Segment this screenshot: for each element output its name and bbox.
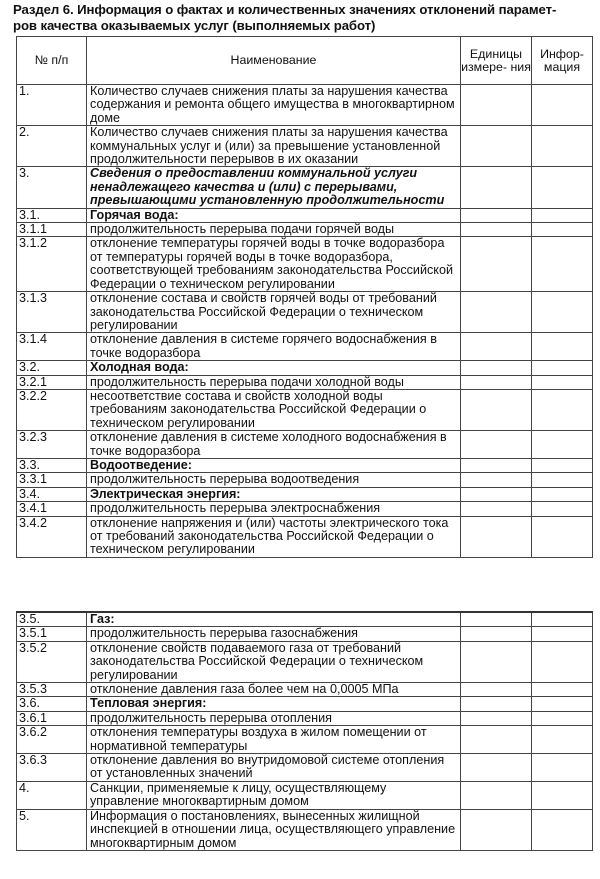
info-cell[interactable] (532, 473, 593, 487)
row-number: 3. (17, 167, 87, 208)
row-number: 3.2. (17, 361, 87, 375)
info-cell[interactable] (532, 333, 593, 361)
units-cell[interactable] (461, 375, 532, 389)
row-number: 3.6. (17, 697, 87, 711)
table-row (17, 641, 593, 682)
row-number: 3.1.4 (17, 333, 87, 361)
info-cell[interactable] (532, 641, 593, 682)
table-row (17, 389, 593, 430)
row-name: Водоотведение: (87, 458, 461, 472)
table-row (17, 781, 593, 809)
table-row (17, 223, 593, 237)
row-number: 3.5. (17, 612, 87, 627)
units-cell[interactable] (461, 208, 532, 222)
table-row (17, 502, 593, 516)
header-units: Единицы измере- ния (461, 37, 532, 85)
row-number: 3.5.2 (17, 641, 87, 682)
table-row (17, 697, 593, 711)
table-row (17, 167, 593, 208)
row-name: продолжительность перерыва электроснабжения (87, 502, 461, 516)
info-cell[interactable] (532, 516, 593, 557)
units-cell[interactable] (461, 641, 532, 682)
info-cell[interactable] (532, 711, 593, 725)
row-number: 3.4.1 (17, 502, 87, 516)
row-name: продолжительность перерыва газоснабжения (87, 627, 461, 641)
row-name: Сведения о предоставлении коммунальной услуги ненадлежащего качества и (или) с перерывами, превышающими установленную продолжительности (87, 167, 461, 208)
units-cell[interactable] (461, 223, 532, 237)
info-cell[interactable] (532, 223, 593, 237)
table-row (17, 627, 593, 641)
table-row (17, 754, 593, 782)
row-number: 3.1.2 (17, 237, 87, 292)
units-cell[interactable] (461, 683, 532, 697)
info-cell[interactable] (532, 85, 593, 126)
table-body-2 (17, 612, 593, 850)
units-cell[interactable] (461, 726, 532, 754)
units-cell[interactable] (461, 292, 532, 333)
table-row (17, 683, 593, 697)
units-cell[interactable] (461, 612, 532, 627)
row-name: несоответствие состава и свойств холодной воды требованиям законодательства Российской Федерации о техническом регулировании (87, 389, 461, 430)
units-cell[interactable] (461, 781, 532, 809)
row-name: отклонение давления во внутридомовой системе отопления от установленных значений (87, 754, 461, 782)
deviations-table-part-1 (16, 36, 593, 558)
row-name: Электрическая энергия: (87, 487, 461, 501)
header-name: Наименование (87, 37, 461, 85)
row-name: отклонение состава и свойств горячей воды от требований законодательства Российской Федерации о техническом регулировании (87, 292, 461, 333)
units-cell[interactable] (461, 167, 532, 208)
table-row (17, 333, 593, 361)
section-title (13, 2, 593, 33)
table-row (17, 375, 593, 389)
row-number: 3.6.1 (17, 711, 87, 725)
table-row (17, 487, 593, 501)
section-title-line-1: Раздел 6. Информация о фактах и количественных значениях отклонений парамет- (13, 2, 557, 17)
info-cell[interactable] (532, 781, 593, 809)
info-cell[interactable] (532, 683, 593, 697)
info-cell[interactable] (532, 487, 593, 501)
units-cell[interactable] (461, 711, 532, 725)
row-name: отклонения температуры воздуха в жилом помещении от нормативной температуры (87, 726, 461, 754)
row-name: Количество случаев снижения платы за нарушения качества содержания и ремонта общего имущества в многоквартирном доме (87, 85, 461, 126)
units-cell[interactable] (461, 126, 532, 167)
row-name: Информация о постановлениях, вынесенных жилищной инспекцией в отношении лица, осуществляющего управление многоквартирным домом (87, 809, 461, 850)
units-cell[interactable] (461, 754, 532, 782)
table-row (17, 208, 593, 222)
info-cell[interactable] (532, 612, 593, 627)
table-row (17, 431, 593, 459)
info-cell[interactable] (532, 208, 593, 222)
row-number: 3.1.3 (17, 292, 87, 333)
row-number: 3.4. (17, 487, 87, 501)
units-cell[interactable] (461, 473, 532, 487)
table-body-1 (17, 85, 593, 558)
info-cell[interactable] (532, 237, 593, 292)
row-number: 3.6.2 (17, 726, 87, 754)
section-title-line-2: ров качества оказываемых услуг (выполняемых работ) (13, 17, 376, 33)
info-cell[interactable] (532, 754, 593, 782)
row-name: продолжительность перерыва подачи холодной воды (87, 375, 461, 389)
table-row (17, 361, 593, 375)
info-cell[interactable] (532, 627, 593, 641)
units-cell[interactable] (461, 333, 532, 361)
units-cell[interactable] (461, 502, 532, 516)
row-name: Санкции, применяемые к лицу, осуществляющему управление многоквартирным домом (87, 781, 461, 809)
info-cell[interactable] (532, 458, 593, 472)
units-cell[interactable] (461, 431, 532, 459)
info-cell[interactable] (532, 502, 593, 516)
info-cell[interactable] (532, 361, 593, 375)
row-number: 3.4.2 (17, 516, 87, 557)
row-number: 3.5.3 (17, 683, 87, 697)
row-name: отклонение свойств подаваемого газа от требований законодательства Российской Федерации о техническом регулировании (87, 641, 461, 682)
table-row (17, 809, 593, 850)
info-cell[interactable] (532, 126, 593, 167)
units-cell[interactable] (461, 809, 532, 850)
units-cell[interactable] (461, 389, 532, 430)
row-name: отклонение давления газа более чем на 0,0005 МПа (87, 683, 461, 697)
table-row (17, 473, 593, 487)
info-cell[interactable] (532, 697, 593, 711)
units-cell[interactable] (461, 85, 532, 126)
row-number: 1. (17, 85, 87, 126)
table-row (17, 292, 593, 333)
info-cell[interactable] (532, 431, 593, 459)
table-row (17, 458, 593, 472)
row-name: Холодная вода: (87, 361, 461, 375)
units-cell[interactable] (461, 627, 532, 641)
row-number: 2. (17, 126, 87, 167)
row-number: 4. (17, 781, 87, 809)
row-name: отклонение температуры горячей воды в точке водоразбора от температуры горячей воды в точке водоразбора, соответствующей требованиям законодательства Российской Федерации о техническом регулировании (87, 237, 461, 292)
row-name: Горячая вода: (87, 208, 461, 222)
row-name: Газ: (87, 612, 461, 627)
info-cell[interactable] (532, 389, 593, 430)
row-number: 3.2.2 (17, 389, 87, 430)
row-number: 5. (17, 809, 87, 850)
header-num: № п/п (17, 37, 87, 85)
info-cell[interactable] (532, 292, 593, 333)
row-name: Количество случаев снижения платы за нарушения качества коммунальных услуг и (или) за превышение установленной продолжительности перерывов в их оказании (87, 126, 461, 167)
table-row (17, 85, 593, 126)
info-cell[interactable] (532, 726, 593, 754)
table-row (17, 726, 593, 754)
units-cell[interactable] (461, 697, 532, 711)
row-number: 3.1. (17, 208, 87, 222)
units-cell[interactable] (461, 516, 532, 557)
row-number: 3.2.1 (17, 375, 87, 389)
row-name: продолжительность перерыва подачи горячей воды (87, 223, 461, 237)
row-number: 3.1.1 (17, 223, 87, 237)
header-info: Инфор- мация (532, 37, 593, 85)
row-number: 3.5.1 (17, 627, 87, 641)
row-number: 3.6.3 (17, 754, 87, 782)
row-name: отклонение давления в системе холодного водоснабжения в точке водоразбора (87, 431, 461, 459)
row-name: продолжительность перерыва водоотведения (87, 473, 461, 487)
units-cell[interactable] (461, 458, 532, 472)
info-cell[interactable] (532, 809, 593, 850)
row-number: 3.3. (17, 458, 87, 472)
table-row (17, 237, 593, 292)
row-name: отклонение напряжения и (или) частоты электрического тока от требований законодательства Российской Федерации о техническом регулировании (87, 516, 461, 557)
row-name: продолжительность перерыва отопления (87, 711, 461, 725)
row-number: 3.3.1 (17, 473, 87, 487)
units-cell[interactable] (461, 237, 532, 292)
info-cell[interactable] (532, 167, 593, 208)
row-name: отклонение давления в системе горячего водоснабжения в точке водоразбора (87, 333, 461, 361)
units-cell[interactable] (461, 361, 532, 375)
table-row (17, 126, 593, 167)
row-number: 3.2.3 (17, 431, 87, 459)
table-row (17, 612, 593, 627)
table-row (17, 711, 593, 725)
table-row (17, 516, 593, 557)
info-cell[interactable] (532, 375, 593, 389)
deviations-table-part-2 (16, 611, 593, 851)
units-cell[interactable] (461, 487, 532, 501)
row-name: Тепловая энергия: (87, 697, 461, 711)
